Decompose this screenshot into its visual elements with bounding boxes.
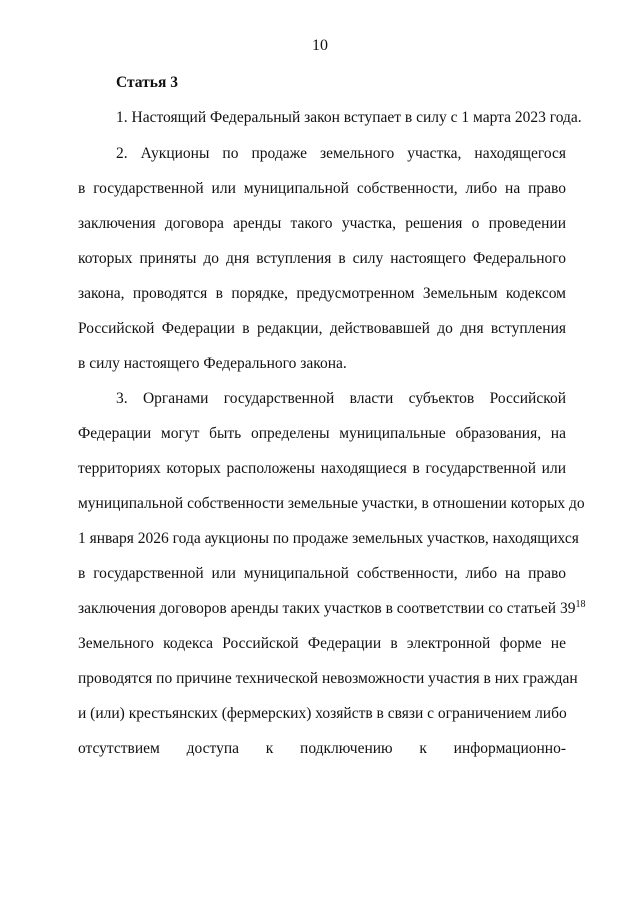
text-line: в государственной или муниципальной собственности, либо на право xyxy=(78,180,566,197)
text-line: заключения договора аренды такого участка, решения о проведении xyxy=(78,215,566,232)
text-line: 3. Органами государственной власти субъектов Российской xyxy=(116,390,566,407)
article-superscript: 18 xyxy=(575,599,586,610)
text-line: в государственной или муниципальной собственности, либо на право xyxy=(78,565,566,582)
text-line-content: заключения договоров аренды таких участков в соответствии со статьей 39 xyxy=(78,600,576,617)
text-line: закона, проводятся в порядке, предусмотренном Земельным кодексом xyxy=(78,285,566,302)
text-line: отсутствием доступа к подключению к информационно- xyxy=(78,740,566,757)
text-line: муниципальной собственности земельные участки, в отношении которых до xyxy=(78,495,585,512)
page-number: 10 xyxy=(312,37,328,54)
text-line: и (или) крестьянских (фермерских) хозяйств в связи с ограничением либо xyxy=(78,705,567,722)
article-heading: Статья 3 xyxy=(116,74,178,91)
text-line: 2. Аукционы по продаже земельного участка, находящегося xyxy=(116,145,566,162)
text-line: в силу настоящего Федерального закона. xyxy=(78,355,347,372)
text-line: территориях которых расположены находящиеся в государственной или xyxy=(78,460,566,477)
text-line: Федерации могут быть определены муниципальные образования, на xyxy=(78,425,566,442)
text-line: проводятся по причине технической невозможности участия в них граждан xyxy=(78,670,578,687)
text-line xyxy=(78,599,586,619)
text-line: 1 января 2026 года аукционы по продаже земельных участков, находящихся xyxy=(78,530,579,547)
text-line: 1. Настоящий Федеральный закон вступает в силу с 1 марта 2023 года. xyxy=(116,109,582,126)
text-line: Российской Федерации в редакции, действовавшей до дня вступления xyxy=(78,320,566,337)
text-line: Земельного кодекса Российской Федерации в электронной форме не xyxy=(78,635,566,652)
text-line: которых приняты до дня вступления в силу настоящего Федерального xyxy=(78,250,566,267)
